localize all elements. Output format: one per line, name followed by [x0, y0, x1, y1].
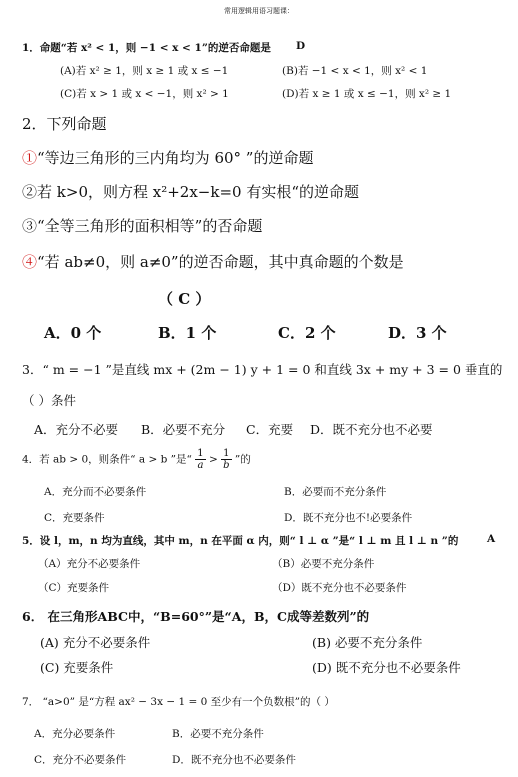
q5-stem: 5．设 l，m，n 均为直线，其中 m，n 在平面 α 内，则“ l ⊥ α ”是“ l ⊥ m 且 l ⊥ n ”的	[22, 535, 459, 547]
q2-option-c: C．2 个	[278, 324, 336, 342]
q2-option-a: A．0 个	[44, 324, 102, 342]
q6-option-d: (D) 既不充分也不必要条件	[312, 660, 461, 675]
q5-option-d: （D）既不充分也不必要条件	[272, 582, 407, 594]
q3-option-c: C．充要	[246, 422, 294, 437]
q7-option-d: D．既不充分也不必要条件	[172, 754, 296, 766]
q4-stem-b: ”的	[234, 453, 251, 466]
q4-gt: >	[208, 453, 218, 466]
q2-item-1	[22, 147, 313, 168]
q4-option-b: B．必要而不充分条件	[284, 486, 387, 498]
q2-answer: （ C ）	[158, 290, 211, 308]
q7-option-b: B．必要不充分条件	[172, 728, 264, 740]
q2-option-b: B．1 个	[158, 324, 217, 342]
q4-option-a: A．充分而不必要条件	[44, 486, 147, 498]
q2-item-3-text: “全等三角形的面积相等”的否命题	[37, 217, 263, 235]
q2-item-1-text: “等边三角形的三内角均为 60° ”的逆命题	[37, 149, 314, 167]
q1-answer: D	[296, 40, 306, 52]
q3-option-b: B．必要不充分	[141, 422, 226, 437]
q2-stem: 2．下列命题	[22, 115, 107, 133]
q2-item-4-text: “若 ab≠0，则 a≠0”的逆否命题，其中真命题的个数是	[37, 253, 404, 271]
q4-fraction-1-over-b: $\frac{1}{b}$	[223, 448, 230, 471]
q2-item-2-mark: ②	[22, 183, 38, 201]
q3-option-d: D．既不充分也不必要	[310, 422, 433, 437]
q3-option-a: A．充分不必要	[34, 422, 119, 437]
q5-option-b: （B）必要不充分条件	[272, 558, 375, 570]
q3-stem: 3．“ m = −1 ”是直线 mx + (2m − 1) y + 1 = 0 和直线 3x + my + 3 = 0 垂直的	[22, 362, 503, 377]
q4-stem	[22, 448, 251, 471]
q3-stem-2: （ ）条件	[22, 393, 76, 408]
q4-fraction-1-over-a: $\frac{1}{a}$	[197, 448, 204, 471]
q1-option-b: (B)若 −1 < x < 1，则 x² < 1	[282, 65, 428, 77]
q2-item-4-mark: ④	[22, 253, 38, 271]
q7-option-a: A．充分必要条件	[34, 728, 116, 740]
q2-item-1-mark: ①	[22, 149, 38, 167]
q6-stem: 6． 在三角形ABC中，“B=60°”是“A，B，C成等差数列”的	[22, 609, 370, 624]
q5-option-a: （A）充分不必要条件	[38, 558, 141, 570]
q1-option-d: (D)若 x ≥ 1 或 x ≤ −1，则 x² ≥ 1	[282, 88, 452, 100]
q2-item-2	[22, 181, 359, 202]
q1-stem: 1．命题“若 x² < 1，则 −1 < x < 1”的逆否命题是	[22, 42, 271, 54]
q2-item-4	[22, 251, 404, 272]
q4-option-d: D．既不充分也不!必要条件	[284, 512, 413, 524]
q6-option-a: (A) 充分不必要条件	[40, 635, 151, 650]
q7-stem: 7． “a>0” 是“方程 ax² − 3x − 1 = 0 至少有一个负数根”的（ ）	[22, 696, 335, 708]
q1-option-a: (A)若 x² ≥ 1，则 x ≥ 1 或 x ≤ −1	[60, 65, 229, 77]
q4-option-c: C．充要条件	[44, 512, 105, 524]
q6-option-c: (C) 充要条件	[40, 660, 114, 675]
q1-option-c: (C)若 x > 1 或 x < −1，则 x² > 1	[60, 88, 229, 100]
q2-item-3-mark: ③	[22, 217, 38, 235]
q2-item-2-text: 若 k>0，则方程 x²+2x−k=0 有实根“的逆命题	[37, 183, 360, 201]
q2-option-d: D．3 个	[388, 324, 447, 342]
q5-answer: A	[487, 533, 496, 545]
q2-item-3	[22, 215, 262, 236]
q4-stem-a: 4．若 ab > 0，则条件“ a > b ”是“	[22, 453, 192, 466]
q6-option-b: (B) 必要不充分条件	[312, 635, 423, 650]
page-title: 常用逻辑用语习题课：	[224, 7, 294, 15]
q5-option-c: （C）充要条件	[38, 582, 110, 594]
q7-option-c: C．充分不必要条件	[34, 754, 127, 766]
